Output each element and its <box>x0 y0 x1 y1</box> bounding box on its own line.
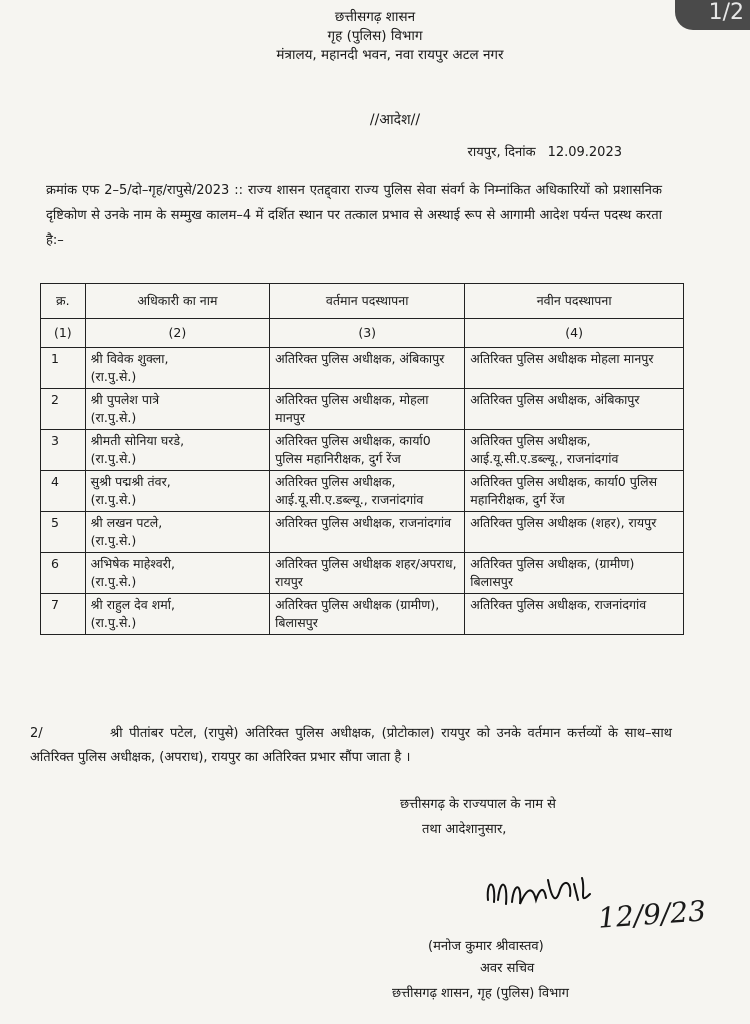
new-posting: अतिरिक्त पुलिस अधीक्षक, अंबिकापुर <box>465 389 684 430</box>
postings-table <box>40 283 684 635</box>
officer-name-cell <box>85 471 269 512</box>
letterhead-department: गृह (पुलिस) विभाग <box>327 28 423 44</box>
table-row <box>41 348 684 389</box>
table-row <box>41 430 684 471</box>
new-posting: अतिरिक्त पुलिस अधीक्षक मोहला मानपुर <box>465 348 684 389</box>
current-posting: अतिरिक्त पुलिस अधीक्षक, आई.यू.सी.ए.डब्ल्यू., राजनांदगांव <box>270 471 465 512</box>
additional-charge-paragraph <box>30 722 672 770</box>
place-date-label: रायपुर, दिनांक <box>467 145 536 160</box>
officer-service: (रा.पु.से.) <box>90 492 137 507</box>
current-posting: अतिरिक्त पुलिस अधीक्षक (ग्रामीण), बिलासपुर <box>270 594 465 635</box>
row-serial: 5 <box>41 512 86 553</box>
officer-name-cell <box>85 389 269 430</box>
table-row <box>41 471 684 512</box>
officer-name-cell <box>85 594 269 635</box>
header-new-posting: नवीन पदस्थापना <box>465 284 684 319</box>
column-number: (2) <box>85 319 269 348</box>
signature-scribble <box>482 870 592 920</box>
officer-name: श्री विवेक शुक्ला, <box>90 351 169 366</box>
table-column-number-row <box>41 319 684 348</box>
officer-name-cell <box>85 430 269 471</box>
officer-name: सुश्री पद्मश्री तंवर, <box>90 474 171 489</box>
handwritten-signature <box>482 870 592 924</box>
officer-service: (रा.पु.से.) <box>90 615 137 630</box>
current-posting: अतिरिक्त पुलिस अधीक्षक, अंबिकापुर <box>270 348 465 389</box>
officer-name: श्री लखन पटले, <box>90 515 163 530</box>
column-number: (1) <box>41 319 86 348</box>
current-posting: अतिरिक्त पुलिस अधीक्षक, राजनांदगांव <box>270 512 465 553</box>
governor-order-line: तथा आदेशानुसार, <box>422 822 507 837</box>
table-row <box>41 512 684 553</box>
new-posting: अतिरिक्त पुलिस अधीक्षक, राजनांदगांव <box>465 594 684 635</box>
paragraph-number: 2/ <box>30 726 43 741</box>
table-row <box>41 553 684 594</box>
governor-line: छत्तीसगढ़ के राज्यपाल के नाम से <box>400 797 556 812</box>
table-header-row <box>41 284 684 319</box>
row-serial: 1 <box>41 348 86 389</box>
row-serial: 6 <box>41 553 86 594</box>
officer-designation: अवर सचिव <box>480 961 535 976</box>
officer-name: अभिषेक माहेश्वरी, <box>90 556 175 571</box>
officer-service: (रा.पु.से.) <box>90 533 137 548</box>
row-serial: 4 <box>41 471 86 512</box>
officer-name: श्री पुपलेश पात्रे <box>90 392 160 407</box>
column-number: (4) <box>465 319 684 348</box>
new-posting: अतिरिक्त पुलिस अधीक्षक, (ग्रामीण) बिलासपुर <box>465 553 684 594</box>
paragraph-text: श्री पीतांबर पटेल, (रापुसे) अतिरिक्त पुलिस अधीक्षक, (प्रोटोकाल) रायपुर को उनके वर्तमान कर्त्तव्यों के साथ–साथ अतिरिक्त पुलिस अधीक्षक, (अपराध), रायपुर का अतिरिक्त प्रभार सौंपा जाता है । <box>30 726 672 765</box>
order-date: 12.09.2023 <box>547 145 622 160</box>
officer-service: (रा.पु.से.) <box>90 369 137 384</box>
column-number: (3) <box>270 319 465 348</box>
officer-name-cell <box>85 512 269 553</box>
officer-service: (रा.पु.से.) <box>90 410 137 425</box>
new-posting: अतिरिक्त पुलिस अधीक्षक (शहर), रायपुर <box>465 512 684 553</box>
table-row <box>41 594 684 635</box>
officer-name: श्री राहुल देव शर्मा, <box>90 597 175 612</box>
order-body-paragraph: क्रमांक एफ 2–5/दो–गृह/रापुसे/2023 :: राज्य शासन एतद्द्वारा राज्य पुलिस सेवा संवर्ग के निम्नांकित अधिकारियों को प्रशासनिक दृष्टिकोण से उनके नाम के सम्मुख कालम–4 में दर्शित स्थान पर तत्काल प्रभाव से अस्थाई रूप से आगामी आदेश पर्यन्त पदस्थ करता है:– <box>46 183 662 248</box>
new-posting: अतिरिक्त पुलिस अधीक्षक, आई.यू.सी.ए.डब्ल्यू., राजनांदगांव <box>465 430 684 471</box>
row-serial: 3 <box>41 430 86 471</box>
order-title: //आदेश// <box>369 112 421 128</box>
officer-name-cell <box>85 348 269 389</box>
signature-date: 12/9/23 <box>596 894 707 935</box>
table-row <box>41 389 684 430</box>
officer-name-cell <box>85 553 269 594</box>
current-posting: अतिरिक्त पुलिस अधीक्षक शहर/अपराध, रायपुर <box>270 553 465 594</box>
letterhead-government: छत्तीसगढ़ शासन <box>334 9 416 25</box>
officer-name: श्रीमती सोनिया घरडे, <box>90 433 185 448</box>
officer-department: छत्तीसगढ़ शासन, गृह (पुलिस) विभाग <box>392 986 569 1001</box>
officer-service: (रा.पु.से.) <box>90 574 137 589</box>
row-serial: 7 <box>41 594 86 635</box>
letterhead-address: मंत्रालय, महानदी भवन, नवा रायपुर अटल नगर <box>276 47 504 63</box>
officer-full-name: (मनोज कुमार श्रीवास्तव) <box>428 939 544 954</box>
current-posting: अतिरिक्त पुलिस अधीक्षक, कार्या0 पुलिस महानिरीक्षक, दुर्ग रेंज <box>270 430 465 471</box>
header-serial: क्र. <box>41 284 86 319</box>
current-posting: अतिरिक्त पुलिस अधीक्षक, मोहला मानपुर <box>270 389 465 430</box>
page-indicator: 1/2 <box>675 0 750 30</box>
governor-authority <box>400 792 556 842</box>
header-current-posting: वर्तमान पदस्थापना <box>270 284 465 319</box>
officer-service: (रा.पु.से.) <box>90 451 137 466</box>
letterhead <box>0 8 750 65</box>
place-date <box>468 142 622 160</box>
new-posting: अतिरिक्त पुलिस अधीक्षक, कार्या0 पुलिस महानिरीक्षक, दुर्ग रेंज <box>465 471 684 512</box>
header-officer-name: अधिकारी का नाम <box>85 284 269 319</box>
row-serial: 2 <box>41 389 86 430</box>
